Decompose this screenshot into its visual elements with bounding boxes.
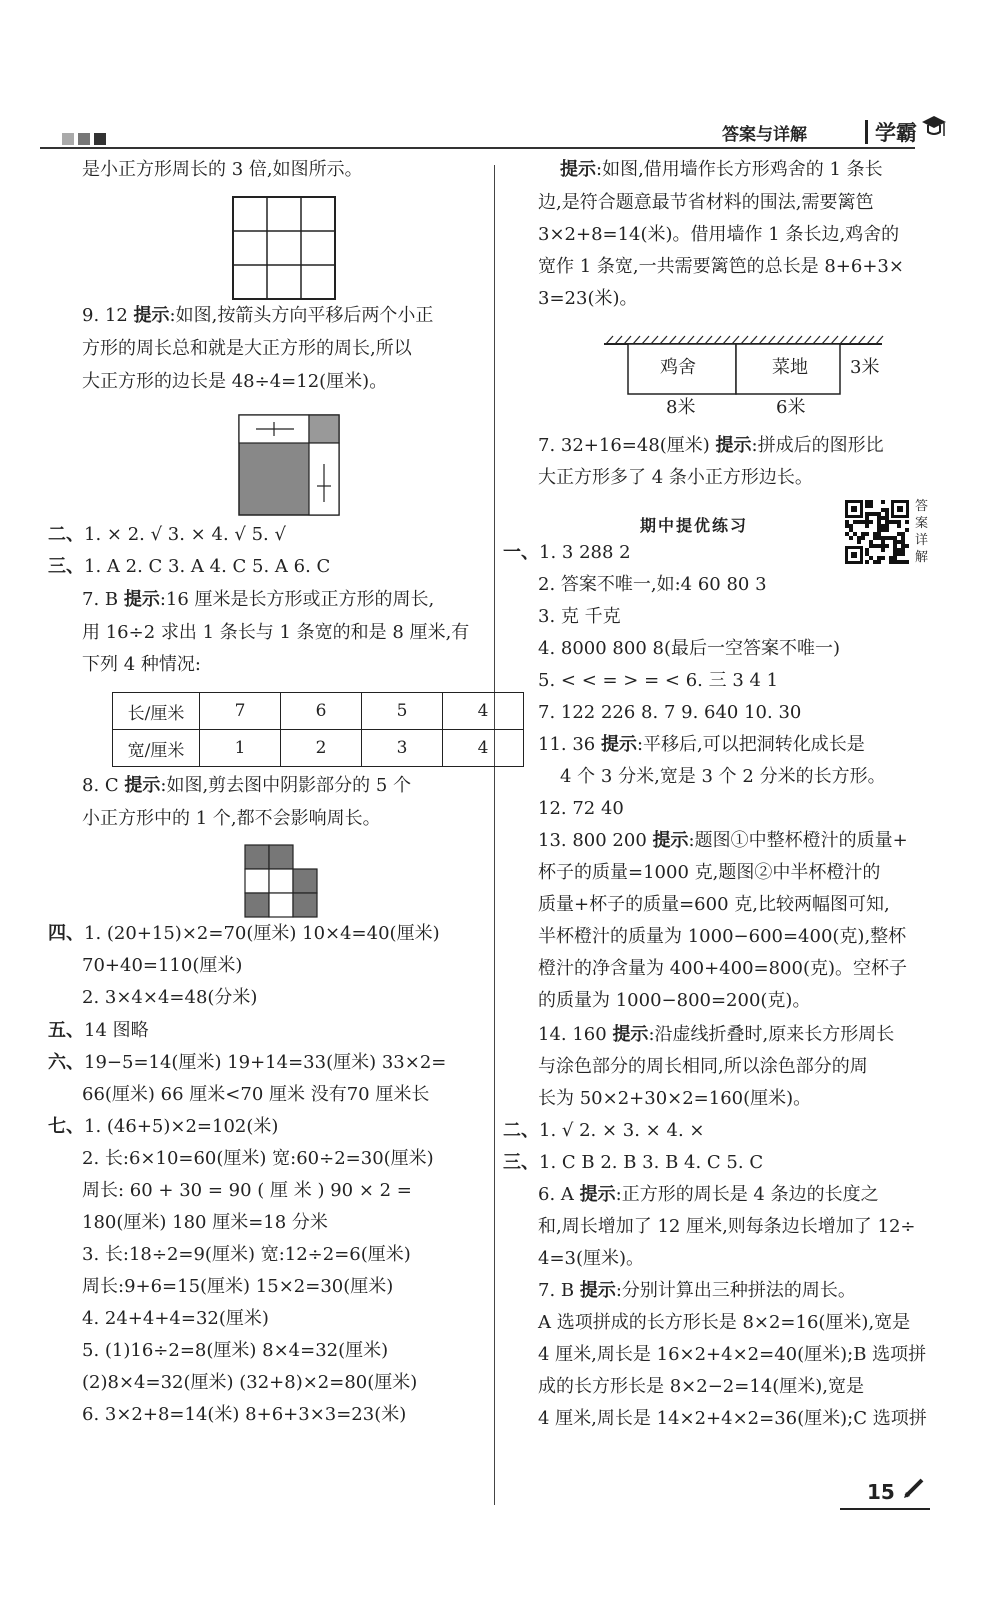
table-cell: 4 [443,693,524,730]
page-number: 15 [867,1480,895,1504]
text-line [538,735,865,755]
text-line [538,225,899,245]
text-span: 1. A 2. C 3. A 4. C 5. A 6. C [84,556,331,577]
text-line [538,991,810,1011]
hint-label: 四、 [48,923,84,944]
text-line [538,575,767,595]
table-cell: 4 [443,730,524,767]
hint-label: 五、 [48,1020,84,1041]
text-line [538,607,621,627]
text-line [538,289,637,309]
text-line [82,988,257,1008]
text-span: 杯子的质量=1000 克,题图②中半杯橙汁的 [538,862,881,883]
hint-label: 三、 [48,556,84,577]
text-line [48,1117,278,1137]
table-cell: 6 [281,693,362,730]
field-width-label: 6米 [776,397,806,418]
text-line [538,799,624,819]
pencil-icon [902,1474,928,1500]
text-span: 7. B [82,589,124,610]
text-line [538,1057,868,1077]
text-line [538,257,904,277]
text-line [82,1373,417,1393]
text-line [538,927,906,947]
hint-label: 提示 [715,435,752,456]
text-line [503,543,631,563]
graduation-cap-icon [920,112,948,142]
text-span: 小正方形中的 1 个,都不会影响周长。 [82,808,381,829]
text-span: 11. 36 [538,734,601,755]
text-span: 周长: 60 + 30 = 90 ( 厘 米 ) 90 × 2 = [82,1180,412,1201]
text-line [82,1277,393,1297]
coop-width-label: 8米 [666,397,696,418]
text-line [82,809,381,829]
text-span: 用 16÷2 求出 1 条长与 1 条宽的和是 8 厘米,有 [82,622,470,643]
text-span: 长为 50×2+30×2=160(厘米)。 [538,1088,812,1109]
text-line [560,160,883,180]
text-span: 2. 长:6×10=60(厘米) 宽:60÷2=30(厘米) [82,1148,434,1169]
text-span: 和,周长增加了 12 厘米,则每条边长增加了 12÷ [538,1216,916,1237]
header-title: 答案与详解 [722,125,807,145]
qr-code-icon [845,500,909,564]
text-span: 4. 24+4+4=32(厘米) [82,1308,269,1329]
text-span: 5. (1)16÷2=8(厘米) 8×4=32(厘米) [82,1340,389,1361]
shaded-squares-figure [244,844,322,918]
text-span: 1. (46+5)×2=102(米) [84,1116,279,1137]
text-line [538,1313,910,1333]
text-span: 6. A [538,1184,580,1205]
text-line [82,1149,434,1169]
hint-label: 提示 [579,1184,616,1205]
text-span: :如图,借用墙作长方形鸡舍的 1 条长 [596,159,883,180]
text-span: :正方形的周长是 4 条边的长度之 [615,1184,879,1205]
hint-label: 提示 [579,1280,616,1301]
text-line [538,193,873,213]
text-span: 与涂色部分的周长相同,所以涂色部分的周 [538,1056,868,1077]
hint-label: 三、 [503,1152,539,1173]
text-line [82,590,434,610]
text-span: 13. 800 200 [538,830,653,851]
text-span: 3=23(米)。 [538,288,638,309]
text-line [82,1341,388,1361]
text-line [82,776,411,796]
text-line [503,1153,763,1173]
hint-label: 提示 [612,1024,649,1045]
text-line [82,1213,328,1233]
table-cell: 7 [200,693,281,730]
text-span: 周长:9+6=15(厘米) 15×2=30(厘米) [82,1276,394,1297]
text-span: 4 厘米,周长是 16×2+4×2=40(厘米);B 选项拼 [538,1344,927,1365]
text-line [82,339,412,359]
text-span: 180(厘米) 180 厘米=18 分米 [82,1212,328,1233]
text-line [538,1345,926,1365]
height-label: 3米 [850,357,880,378]
text-span: 14. 160 [538,1024,613,1045]
text-span: :分别计算出三种拼法的周长。 [615,1280,856,1301]
hint-label: 提示 [652,830,689,851]
text-span: 1. × 2. √ 3. × 4. √ 5. √ [84,524,286,545]
hint-label: 七、 [48,1116,84,1137]
text-line [503,1121,704,1141]
text-span: 大正方形多了 4 条小正方形边长。 [538,467,813,488]
text-span: :沿虚线折叠时,原来长方形周长 [648,1024,895,1045]
text-line [538,1185,879,1205]
table-row [113,693,524,730]
text-span: 1. 3 288 2 [539,542,631,563]
text-line [82,956,242,976]
table-row-header: 宽/厘米 [113,730,200,767]
text-span: 66(厘米) 66 厘米<70 厘米 没有70 厘米长 [82,1084,430,1105]
text-span: 质量+杯子的质量=600 克,比较两幅图可知, [538,894,890,915]
text-span: 3. 克 千克 [538,606,621,627]
text-line [538,895,890,915]
text-span: :如图,剪去图中阴影部分的 5 个 [160,775,412,796]
text-line [48,924,440,944]
text-span: 下列 4 种情况: [82,654,201,675]
text-span: :16 厘米是长方形或正方形的周长, [159,589,435,610]
text-span: (2)8×4=32(厘米) (32+8)×2=80(厘米) [82,1372,418,1393]
text-line [48,1021,149,1041]
text-span: A 选项拼成的长方形长是 8×2=16(厘米),宽是 [538,1312,911,1333]
section-title: 期中提优练习 [640,516,749,535]
text-span: 1. √ 2. × 3. × 4. × [539,1120,705,1141]
grid-3x3-figure [232,196,336,300]
text-span: :如图,按箭头方向平移后两个小正 [169,305,434,326]
text-line [538,959,907,979]
text-line [538,1281,856,1301]
text-span: 4 个 3 分米,宽是 3 个 2 分米的长方形。 [560,766,886,787]
header-square-2 [78,133,90,145]
coop-label: 鸡舍 [660,357,696,378]
text-span: 14 图略 [84,1020,149,1041]
text-span: 宽作 1 条宽,一共需要篱笆的总长是 8+6+3× [538,256,904,277]
text-line [48,557,330,577]
text-line [538,1089,811,1109]
text-line [82,1405,406,1425]
hint-label: 二、 [503,1120,539,1141]
text-line [538,671,778,691]
hint-label: 六、 [48,1052,84,1073]
hint-label: 提示 [124,775,161,796]
text-span: 4 厘米,周长是 14×2+4×2=36(厘米);C 选项拼 [538,1408,927,1429]
hint-label: 二、 [48,524,84,545]
table-cell: 3 [362,730,443,767]
table-row [113,730,524,767]
text-span: 半杯橙汁的质量为 1000−600=400(克),整杯 [538,926,907,947]
text-line [82,160,363,180]
text-span: :拼成后的图形比 [751,435,884,456]
text-line [48,525,286,545]
text-line [538,831,908,851]
table-cell: 2 [281,730,362,767]
table-cell: 1 [200,730,281,767]
header-square-3 [94,133,106,145]
text-span: 70+40=110(厘米) [82,955,243,976]
table-row-header: 长/厘米 [113,693,200,730]
text-line [538,1409,927,1429]
hint-label: 提示 [133,305,170,326]
field-label: 菜地 [772,357,808,378]
text-line [82,306,433,326]
text-span: :题图①中整杯橙汁的质量+ [688,830,908,851]
text-span: 1. (20+15)×2=70(厘米) 10×4=40(厘米) [84,923,440,944]
rectangle-options-table [112,692,524,767]
header-rule [40,147,915,149]
text-line [82,623,469,643]
text-line [48,1053,446,1073]
header-brand: 学霸 [875,121,917,145]
text-line [538,863,880,883]
text-span: 5. < < = > = < 6. 三 3 4 1 [538,670,779,691]
text-span: 9. 12 [82,305,134,326]
text-span: 12. 72 40 [538,798,624,819]
qr-caption: 答案详解 [915,499,929,565]
hint-label: 提示 [123,589,160,610]
translation-square-figure [238,414,340,516]
text-line [82,1181,412,1201]
table-cell: 5 [362,693,443,730]
text-line [538,1249,644,1269]
text-line [82,655,201,675]
hint-label: 提示 [560,159,596,180]
text-span: 方形的周长总和就是大正方形的周长,所以 [82,338,412,359]
text-line [560,767,886,787]
text-span: 7. 122 226 8. 7 9. 640 10. 30 [538,702,802,723]
text-span: 3×2+8=14(米)。借用墙作 1 条长边,鸡舍的 [538,224,900,245]
text-span: 大正方形的边长是 48÷4=12(厘米)。 [82,371,388,392]
text-span: 7. B [538,1280,580,1301]
text-span: 1. C B 2. B 3. B 4. C 5. C [539,1152,764,1173]
text-line [538,639,840,659]
text-span: 2. 3×4×4=48(分米) [82,987,258,1008]
text-span: 的质量为 1000−800=200(克)。 [538,990,811,1011]
text-span: 8. C [82,775,125,796]
text-span: 6. 3×2+8=14(米) 8+6+3×3=23(米) [82,1404,407,1425]
text-line [82,1085,429,1105]
text-line [538,703,801,723]
text-span: 是小正方形周长的 3 倍,如图所示。 [82,159,363,180]
text-span: 2. 答案不唯一,如:4 60 80 3 [538,574,767,595]
text-span: 4. 8000 800 8(最后一空答案不唯一) [538,638,840,659]
header-divider [865,120,868,144]
text-line [538,1377,864,1397]
text-span: 成的长方形长是 8×2−2=14(厘米),宽是 [538,1376,864,1397]
hint-label: 一、 [503,542,539,563]
text-span: 边,是符合题意最节省材料的围法,需要篱笆 [538,192,874,213]
text-span: 7. 32+16=48(厘米) [538,435,716,456]
text-span: 橙汁的净含量为 400+400=800(克)。空杯子 [538,958,907,979]
text-line [82,1245,411,1265]
hint-label: 提示 [600,734,637,755]
text-span: 4=3(厘米)。 [538,1248,645,1269]
text-span: :平移后,可以把洞转化成长是 [636,734,865,755]
page-number-rule [840,1508,930,1510]
text-span: 3. 长:18÷2=9(厘米) 宽:12÷2=6(厘米) [82,1244,411,1265]
text-line [538,468,813,488]
text-line [538,1217,916,1237]
text-line [82,372,387,392]
text-span: 19−5=14(厘米) 19+14=33(厘米) 33×2= [84,1052,447,1073]
text-line [538,1025,894,1045]
column-divider [494,165,495,1505]
text-line [538,436,884,456]
header-square-1 [62,133,74,145]
text-line [82,1309,269,1329]
